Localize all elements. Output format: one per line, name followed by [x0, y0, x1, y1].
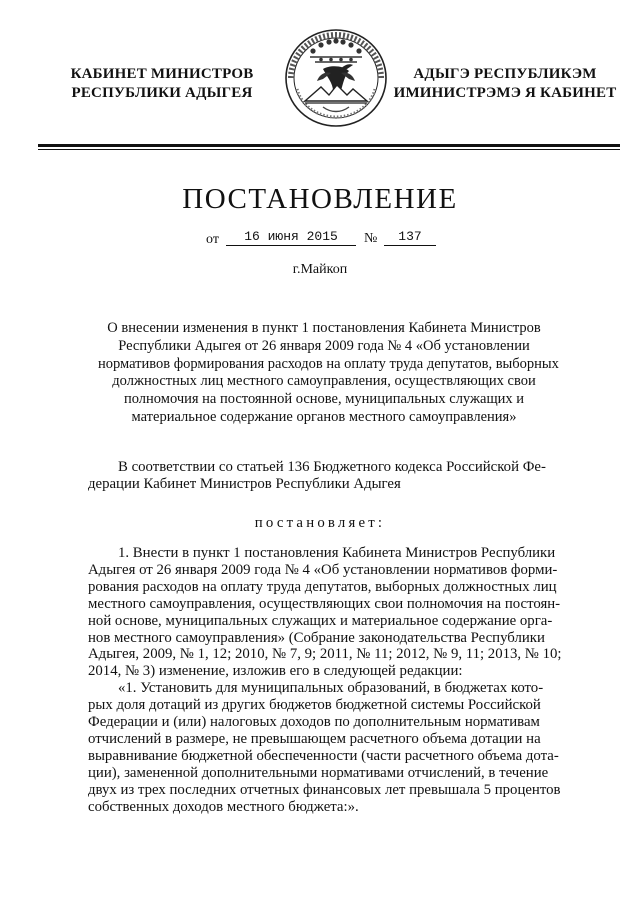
- document-date: 16 июня 2015: [226, 229, 356, 246]
- subject-line: должностных лиц местного самоуправления, осуществляющих свои: [112, 373, 536, 390]
- document-number: 137: [384, 229, 436, 246]
- preamble-paragraph: [88, 459, 576, 493]
- subject-line: материальное содержание органов местного самоуправления»: [131, 408, 517, 425]
- subject-line: нормативов формирования расходов на оплату труда депутатов, выборных: [98, 355, 559, 372]
- header-right: [390, 65, 620, 103]
- item-line: местного самоуправления, осуществляющих свои полномочия на постоян-: [88, 595, 561, 612]
- decree-word: постановляет:: [254, 515, 386, 531]
- item-line: Адыгея от 26 января 2009 года № 4 «Об установлении нормативов форми-: [88, 561, 558, 578]
- date-number-line: [200, 228, 440, 248]
- header-left: [62, 65, 262, 103]
- item-line: отчислений в размере, не превышающем расчетного объема дотации на: [88, 730, 541, 747]
- date-label: от: [206, 232, 219, 247]
- item-line: выравнивание бюджетной обеспеченности (части расчетного объема дота-: [88, 747, 559, 764]
- item-line: Федерации и (или) налоговых доходов по дополнительным нормативам: [88, 714, 540, 731]
- coat-of-arms-icon: [283, 27, 389, 129]
- header-rule-thin: [38, 149, 620, 150]
- header-rule-thick: [38, 144, 620, 147]
- subject-line: О внесении изменения в пункт 1 постановления Кабинета Министров: [107, 320, 541, 336]
- item-line: Адыгея, 2009, № 1, 12; 2010, № 7, 9; 2011, № 11; 2012, № 9, 11; 2013, № 10;: [88, 646, 562, 663]
- number-label: №: [364, 231, 378, 246]
- preamble-line: В соответствии со статьей 136 Бюджетного кодекса Российской Фе-: [118, 459, 546, 475]
- subject-line: Республики Адыгея от 26 января 2009 года № 4 «Об установлении: [118, 337, 530, 354]
- item-line: собственных доходов местного бюджета:».: [88, 798, 359, 815]
- item-1-paragraph: [88, 545, 576, 816]
- header-right-line-2: ИМИНИСТРЭМЭ Я КАБИНЕТ: [393, 85, 617, 101]
- item-line: нов местного самоуправления» (Собрание законодательства Республики: [88, 629, 545, 646]
- item-line: 2014, № 3) изменение, изложив его в следующей редакции:: [88, 663, 463, 680]
- document-subject: [98, 320, 559, 427]
- header-right-line-1: АДЫГЭ РЕСПУБЛИКЭМ: [413, 66, 597, 82]
- document-title: ПОСТАНОВЛЕНИЕ: [182, 183, 458, 215]
- subject-line: полномочия на постоянной основе, муниципальных служащих и: [123, 391, 525, 408]
- preamble-line: дерации Кабинет Министров Республики Адыгея: [88, 475, 401, 492]
- item-line: двух из трех последних отчетных финансовых лет превышала 5 процентов: [88, 781, 561, 798]
- item-line: рых доля дотаций из других бюджетов бюджетной системы Российской: [88, 697, 541, 714]
- item-line: ции), замененной дополнительными нормативами отчислений, в течение: [88, 764, 549, 781]
- item-line: ной основе, муниципальных служащих и материальное содержание орга-: [88, 612, 553, 629]
- city-line: г.Майкоп: [292, 262, 348, 277]
- item-line: «1. Установить для муниципальных образований, в бюджетах кото-: [118, 680, 544, 697]
- item-line: рования расходов на оплату труда депутатов, выборных должностных лиц: [88, 578, 557, 595]
- header-left-line-1: КАБИНЕТ МИНИСТРОВ: [70, 66, 254, 82]
- header-left-line-2: РЕСПУБЛИКИ АДЫГЕЯ: [71, 85, 253, 101]
- item-line: 1. Внести в пункт 1 постановления Кабинета Министров Республики: [118, 545, 556, 561]
